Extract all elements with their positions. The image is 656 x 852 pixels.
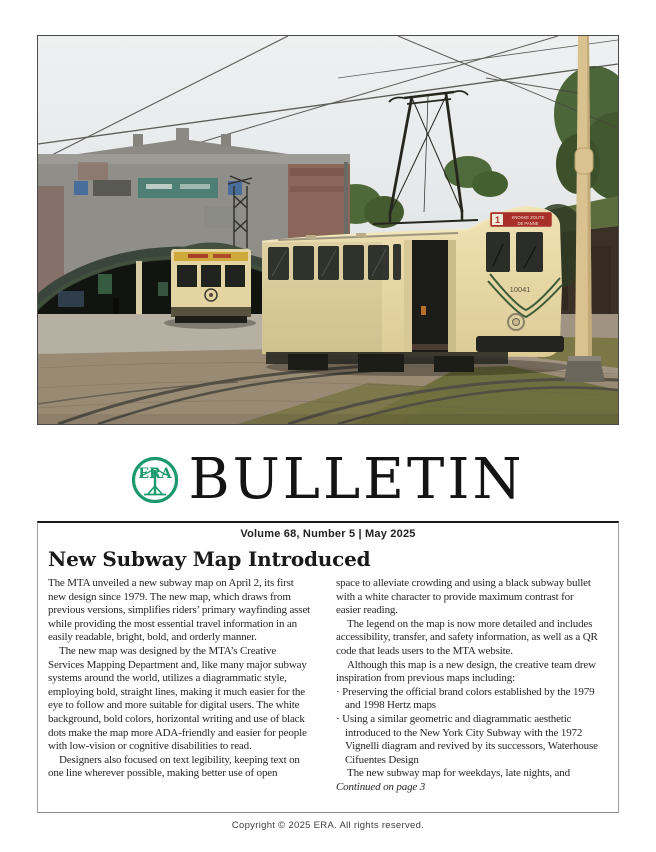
- headsign-destination-1: KNOKKE ZOUTE: [511, 215, 545, 220]
- publication-title: BULLETIN: [188, 447, 525, 512]
- column-left: [48, 577, 312, 795]
- cover-photo: [37, 35, 619, 425]
- masthead: [0, 441, 656, 519]
- tram-depot-photo: [38, 36, 618, 424]
- tram-fleet-number: 10041: [509, 285, 531, 294]
- headsign-route-number: 1: [494, 215, 501, 225]
- paragraph: space to alleviate crowding and using a black subway bullet with a white character to provide maximum contrast for easier reading.: [336, 577, 591, 617]
- paragraph: Although this map is a new design, the creative team drew inspiration from previous maps including:: [336, 658, 596, 685]
- bullet-item: [336, 713, 600, 767]
- paragraph: The MTA unveiled a new subway map on April 2, its first new design since 1979. The new map, which draws from previous versions, simplifies riders’ primary wayfinding asset while providing the most essential travel information in an easily readable, bright, bold, and orderly manner.: [48, 577, 311, 644]
- paragraph: Designers also focused on text legibility, keeping text on one line wherever possible, making better use of open: [48, 753, 300, 780]
- article-columns: [48, 577, 608, 795]
- article-box: [37, 521, 619, 813]
- bullet-marker: ·: [336, 685, 340, 698]
- bullet-marker: ·: [336, 712, 340, 725]
- issue-line: Volume 68, Number 5 | May 2025: [240, 528, 416, 540]
- era-logo-letters: ERA: [138, 466, 173, 482]
- copyright-line: Copyright © 2025 ERA. All rights reserved.: [231, 820, 425, 831]
- bullet-text: Using a similar geometric and diagrammatic aesthetic introduced to the New York City Subway with the 1972 Vignelli diagram and revived by its successors, Waterhouse Cifuentes Design: [342, 712, 598, 766]
- era-logo-icon: [131, 456, 179, 504]
- bullet-text: Preserving the official brand colors established by the 1979 and 1998 Hertz maps: [342, 685, 595, 712]
- column-right: [336, 577, 600, 795]
- article-headline: New Subway Map Introduced: [48, 547, 371, 571]
- paragraph: The new subway map for weekdays, late nights, and: [347, 767, 570, 780]
- headsign-destination-2: DE PANNE: [517, 221, 539, 226]
- continued-notice: Continued on page 3: [336, 780, 426, 793]
- paragraph: The legend on the map is now more detailed and includes accessibility, transfer, and safety information, as well as a QR code that leads users to the MTA website.: [336, 617, 598, 657]
- paragraph: The new map was designed by the MTA’s Creative Services Mapping Department and, like many major subway systems around the world, utilizes a diagrammatic style, employing bold, straight lines, making it much easier for the eye to follow and more suitable for digital users. The white background, bold colors, horizontal writing and use of black dots make the map more ADA-friendly and easier for people with low-vision or cognitive disabilities to read.: [48, 644, 307, 753]
- bullet-item: [336, 686, 600, 713]
